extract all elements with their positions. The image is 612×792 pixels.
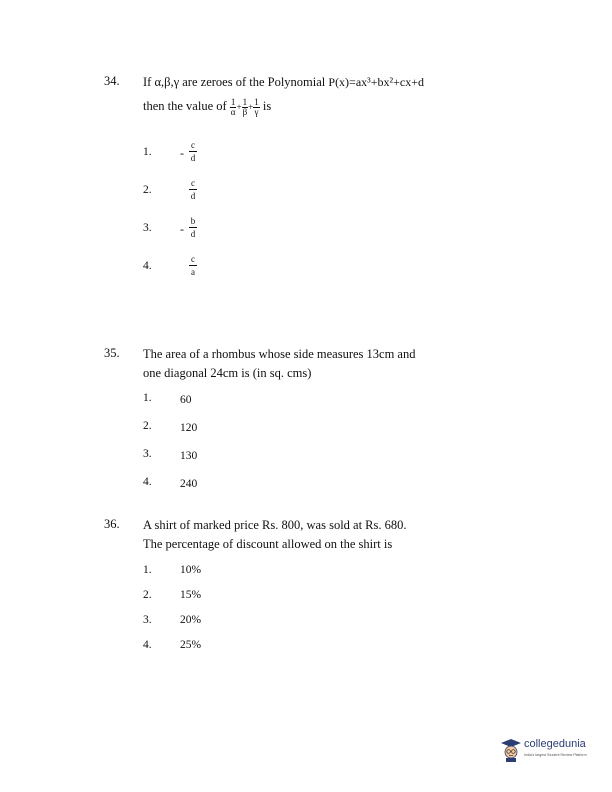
q34-option-4-number: 4.: [143, 260, 152, 272]
q35-option-2-number: 2.: [143, 420, 152, 432]
question-34-line1: [143, 73, 424, 92]
fraction-numerator: b: [190, 216, 196, 226]
question-34-prefix: then the value of: [143, 99, 227, 113]
graduate-mascot-icon: [500, 738, 522, 762]
fraction-bar: [189, 227, 197, 228]
fraction-denominator: d: [190, 153, 196, 163]
question-35-line2: one diagonal 24cm is (in sq. cms): [143, 366, 312, 380]
q34-option-4-fraction: [189, 254, 197, 277]
q34-option-2-number: 2.: [143, 184, 152, 196]
q35-option-1-value: 60: [180, 394, 192, 406]
fraction-1-over-alpha: [230, 98, 237, 117]
question-34-line2: [143, 97, 271, 117]
q36-option-3-value: 20%: [180, 614, 202, 626]
q36-option-2-value: 15%: [180, 589, 202, 601]
fraction-denominator: d: [190, 229, 196, 239]
plus-sign: +: [248, 102, 254, 112]
question-34-suffix: is: [262, 99, 272, 113]
collegedunia-logo: [500, 736, 596, 766]
q36-option-1-number: 1.: [143, 564, 152, 576]
fraction-denominator: β: [242, 106, 248, 117]
logo-tagline: India's largest Student Review Platform: [524, 753, 587, 757]
question-36-line2: The percentage of discount allowed on the shirt is: [143, 537, 393, 551]
q36-option-2-number: 2.: [143, 589, 152, 601]
q34-option-3-fraction: [189, 216, 197, 239]
fraction-bar: [189, 151, 197, 152]
fraction-denominator: a: [191, 267, 195, 277]
q34-option-2-fraction: [189, 178, 197, 201]
q35-option-4-number: 4.: [143, 476, 152, 488]
fraction-denominator: d: [190, 191, 196, 201]
logo-wordmark: collegedunia: [524, 738, 586, 750]
q35-option-3-value: 130: [180, 450, 198, 462]
q36-option-3-number: 3.: [143, 614, 152, 626]
fraction-numerator: 1: [242, 96, 248, 107]
fraction-denominator: γ: [254, 106, 259, 117]
fraction-bar: [189, 189, 197, 190]
q34-option-3-number: 3.: [143, 222, 152, 234]
q36-option-1-value: 10%: [180, 564, 202, 576]
fraction-numerator: c: [191, 140, 195, 150]
fraction-numerator: c: [191, 178, 195, 188]
plus-sign: +: [236, 102, 242, 112]
q36-option-4-number: 4.: [143, 639, 152, 651]
fraction-numerator: c: [191, 254, 195, 264]
fraction-bar: [189, 265, 197, 266]
q34-option-1-fraction: [189, 140, 197, 163]
q36-option-4-value: 25%: [180, 639, 202, 651]
question-34-number: 34.: [104, 74, 120, 88]
fraction-numerator: 1: [254, 96, 259, 107]
q35-option-4-value: 240: [180, 478, 198, 490]
question-36-line1: A shirt of marked price Rs. 800, was sold at Rs. 680.: [143, 518, 407, 532]
fraction-numerator: 1: [230, 96, 236, 107]
question-36-number: 36.: [104, 517, 120, 531]
question-34-text: If α,β,γ are zeroes of the Polynomial: [143, 75, 326, 89]
question-35-number: 35.: [104, 346, 120, 360]
q34-option-3-sign: -: [180, 222, 184, 236]
q35-option-1-number: 1.: [143, 392, 152, 404]
q34-option-1-sign: -: [180, 146, 184, 160]
polynomial-expression: P(x)=ax³+bx²+cx+d: [328, 75, 424, 89]
fraction-1-over-gamma: [253, 98, 260, 117]
fraction-denominator: α: [230, 106, 236, 117]
q35-option-2-value: 120: [180, 422, 198, 434]
q34-option-1-number: 1.: [143, 146, 152, 158]
q35-option-3-number: 3.: [143, 448, 152, 460]
question-35-line1: The area of a rhombus whose side measures 13cm and: [143, 347, 416, 361]
